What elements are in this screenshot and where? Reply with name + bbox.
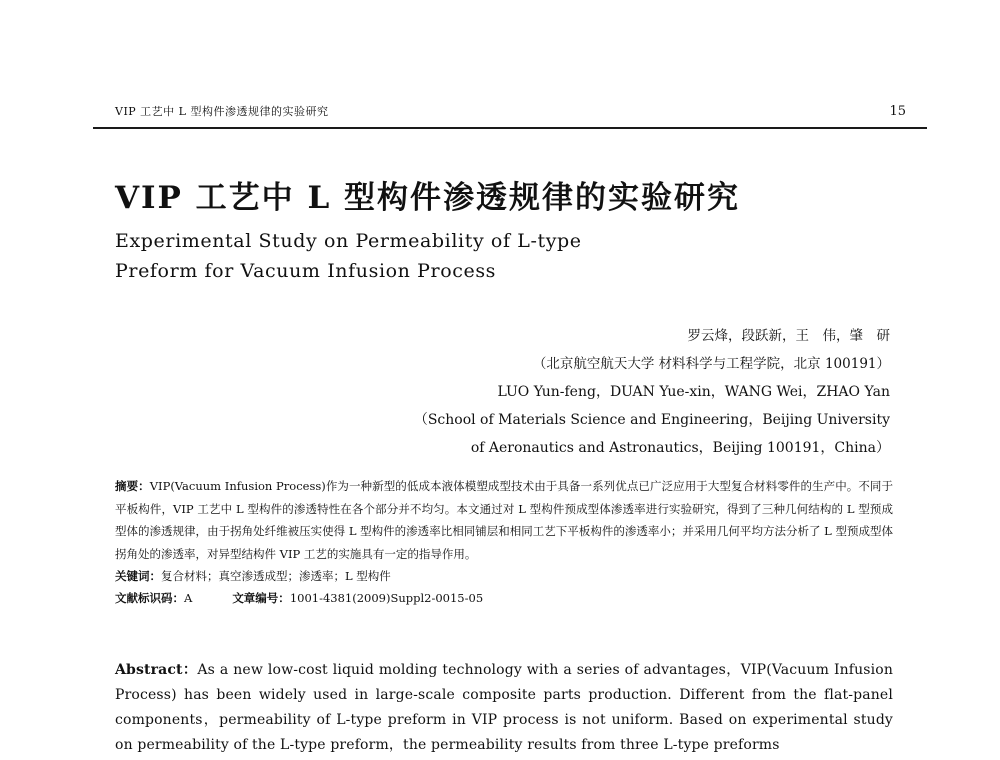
affiliation-english-line-1: （School of Materials Science and Engineering，Beijing University <box>413 412 890 428</box>
article-id-label: 文章编号： <box>232 591 290 605</box>
document-identifiers <box>115 587 893 609</box>
affiliation-chinese: （北京航空航天大学 材料科学与工程学院，北京 100191） <box>532 356 890 372</box>
author-names-english: LUO Yun-feng，DUAN Yue-xin，WANG Wei，ZHAO Yan <box>497 384 890 400</box>
title-english <box>115 226 582 286</box>
abstract-chinese-label: 摘要： <box>115 479 150 493</box>
abstract-chinese-section <box>115 475 893 609</box>
document-code-value: A <box>184 591 193 605</box>
title-chinese: VIP 工艺中 L 型构件渗透规律的实验研究 <box>115 180 741 216</box>
header-divider <box>93 127 927 129</box>
page-number: 15 <box>889 104 906 119</box>
abstract-english-section <box>115 658 893 758</box>
title-english-line-2: Preform for Vacuum Infusion Process <box>115 260 497 282</box>
abstract-chinese <box>115 475 893 565</box>
article-id-value: 1001-4381(2009)Suppl2-0015-05 <box>289 591 484 605</box>
abstract-english <box>115 658 893 758</box>
keywords-label: 关键词： <box>115 569 161 583</box>
abstract-english-label: Abstract： <box>115 662 198 678</box>
abstract-chinese-text: VIP(Vacuum Infusion Process)作为一种新型的低成本液体模塑成型技术由于具备一系列优点已广泛应用于大型复合材料零件的生产中。不同于平板构件，VIP 工艺中 L 型构件的渗透特性在各个部分并不均匀。本文通过对 L 型构件预成型体渗透率进行实验研究，得到了三种几何结构的 L 型预成型体的渗透规律，由于拐角处纤维被压实使得 L 型构件的渗透率比相同铺层和相同工艺下平板构件的渗透率小；并采用几何平均方法分析了 L 型预成型体拐角处的渗透率，对异型结构件 VIP 工艺的实施具有一定的指导作用。 <box>115 479 894 561</box>
running-title: VIP 工艺中 L 型构件渗透规律的实验研究 <box>115 105 329 118</box>
title-english-line-1: Experimental Study on Permeability of L-type <box>115 230 582 252</box>
abstract-english-text: As a new low-cost liquid molding technology with a series of advantages，VIP(Vacuum Infusion Process) has been widely used in large-scale composite parts production. Different from the flat-panel components，permeability of L-type preform in VIP process is not uniform. Based on experimental study on permeability of the L-type preform，the permeability results from three L-type preforms <box>115 662 893 753</box>
keywords <box>115 565 893 587</box>
keywords-text: 复合材料；真空渗透成型；渗透率；L 型构件 <box>161 569 391 583</box>
affiliation-english-line-2: of Aeronautics and Astronautics，Beijing 100191，China） <box>470 440 890 456</box>
author-block <box>414 322 890 462</box>
author-names-chinese: 罗云烽，段跃新，王 伟，肇 研 <box>687 328 890 344</box>
document-code-label: 文献标识码： <box>115 591 184 605</box>
